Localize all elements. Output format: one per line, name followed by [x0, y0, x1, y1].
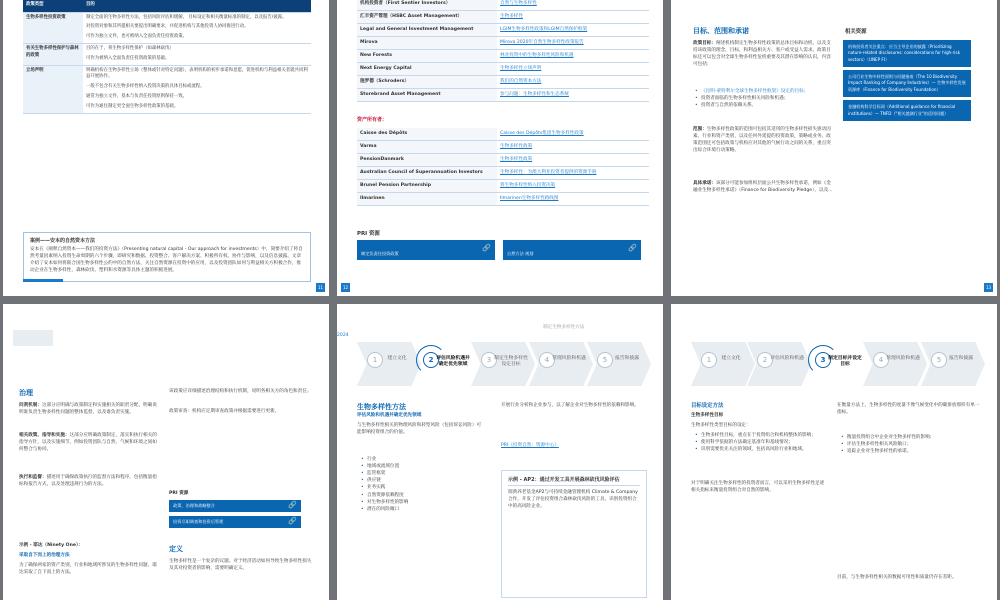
resource-link[interactable]: 我们的自然资本方法: [497, 75, 649, 88]
org-name: 施罗德（Schroders）: [357, 75, 497, 88]
org-name: Next Energy Capital: [357, 62, 497, 75]
process-flow: [671, 342, 997, 402]
paragraph-lead: 相关政策、指导和实施：: [19, 433, 70, 438]
org-name: New Forests: [357, 49, 497, 62]
page-number: 13: [985, 285, 992, 290]
purpose-paragraph: 可作为通往制定更全面生物多样性政策的基础。: [86, 103, 179, 109]
paragraph-text: 描述用于确保政策执行的监督方法和程序，包括衡量指标和报告方式，以及处理违规行为的方法。: [19, 475, 157, 488]
pri-link-due-diligence[interactable]: [169, 516, 301, 528]
document-page-3: [671, 0, 997, 296]
definition-text: 生物多样性是一个复杂的议题。对于经济活动如何导致生物多样性损失及其对投资者的影响，需要明确定义。: [169, 559, 312, 572]
related-resources-sidebar: [843, 28, 971, 124]
table-row: [357, 75, 649, 88]
asset-owner-table: [357, 128, 649, 206]
list-item: • 行业: [361, 456, 483, 463]
list-item: • 生物多样性目标，重点在于投资组合和机构整体的影响；: [695, 432, 827, 439]
flow-step[interactable]: 5 报告和披露: [921, 342, 985, 386]
case-study-text: 安本在《阐释自然资本——我们的投资方法》（Presenting natural capital - Our approach for investments）中，简要介绍了将自然考量因素纳入投资生命周期的六个步骤，即研究和数据、投资整合、客户解决方案、积极所有权、协作与影响，以及信息披露。文章介绍了安本如何将联合国生物多样性公约中的自然方法，关注自然资源在投资中的应用，以及投资团队如何与利益相关方积极合作，推动企业在生物多样性、森林砍伐、塑料和水资源等具体主题的积极进展。: [30, 247, 303, 274]
flow-step-decoration: [13, 330, 53, 346]
resource-link[interactable]: 生物多样性: [497, 10, 649, 23]
list-item: • 供应链: [361, 477, 483, 484]
table-row: [357, 36, 649, 49]
pri-link-policy[interactable]: [357, 240, 495, 260]
table-row: [23, 12, 311, 43]
investment-manager-table: [357, 0, 649, 102]
page-number: 12: [342, 285, 349, 290]
resource-link[interactable]: 生物多样性立场声明: [497, 62, 649, 75]
flow-step[interactable]: 1 建立文化: [691, 342, 755, 386]
table-row: [357, 128, 649, 140]
flow-step[interactable]: 4 管理风险和机遇: [863, 342, 927, 386]
example-title: 示例 - AP2：通过开发工具开展森林砍伐风险评估: [508, 476, 640, 486]
policy-purpose-cell: [83, 12, 311, 43]
purpose-paragraph: 通常为独立文件，基本与负责任投资原则保持一致。: [86, 94, 187, 100]
paragraph-text: 这部分应明确政策制定，落实和执行相关的指导方针，以及实施细节，例如投资团队与自然，气候和环境之间如何整合与协同。: [19, 433, 157, 453]
purpose-paragraph: 目的在于，将生物多样性保护（如森林砍伐）: [86, 45, 174, 51]
section-heading: 目标设定方法: [691, 403, 724, 409]
flow-step[interactable]: 1 建立文化: [357, 342, 421, 386]
paragraph-lead: 问责机制：: [19, 403, 42, 408]
commitment-paragraph: [693, 180, 833, 194]
example-text: 为了确保两家的资产类别，行业和地域所涉及的生物多样性问题，耶达采取了自下而上的方法。: [19, 563, 157, 576]
section-heading: 目标、范围和承诺: [693, 27, 749, 35]
resource-link[interactable]: 生物多样性政策: [497, 153, 649, 166]
policy-type-cell: 有关生物多样性保护与森林的政策: [23, 43, 83, 65]
factor-list: [361, 456, 483, 513]
purpose-paragraph: 制定全面的生物多样性方法，包括风险评估和缓解， 目标设定和相关衡量标准的制定，以及报告/披露。: [86, 14, 287, 20]
resource-link[interactable]: 林业投资中的生物多样性风险和机遇: [497, 49, 649, 62]
resource-link[interactable]: Mirova 2020年自然生物多样性政策报告: [497, 36, 649, 49]
resource-link[interactable]: 参与问题：生物多样性和生态系统: [497, 88, 649, 101]
table-row: [357, 23, 649, 36]
table-header-row: [23, 0, 311, 12]
scope-paragraph: [693, 126, 833, 154]
right-column-text: 政策审查：机构应定期审查政策并根据需要进行更新。: [169, 409, 280, 414]
objective-paragraph: [693, 40, 833, 68]
table-row: [357, 166, 649, 179]
resource-link[interactable]: 生物多样性政策: [497, 140, 649, 153]
paragraph-text: 生物多样性政策的范围可包括其适用的生物多样性损失驱动因素、行业和资产类别，以及任何外延提的投资政策，策略或业务。政策范围还可包括政策与机构应对其他的气候行动之间的关系，重点突出综合环境行动策略。: [693, 127, 831, 154]
list-item: • 识别需要优先关注的领域，包括高风险行业和地域。: [695, 446, 827, 453]
table-row: [357, 49, 649, 62]
footer-text: 目前，与生物多样性相关的数据可用性和质量仍存在差距。: [837, 575, 957, 580]
purpose-paragraph: 对投资对象和其所提相关要提出明确要求，并促进机构与其他投资人协同推进行动。: [86, 24, 249, 30]
list-item: • 地域或流域位置: [361, 463, 483, 470]
purpose-paragraph: 明确机构在生物多样性立场（整体或针对特定问题），表明机构的初步承诺和意愿，促进机构与利益相关者就共同利益开展协作。: [86, 67, 308, 80]
link-icon: 🔗: [628, 244, 637, 252]
document-page-2: [337, 0, 663, 296]
sidebar-title: 相关资源: [845, 29, 867, 35]
org-name: Ilmarinen: [357, 192, 497, 205]
measure-list: [841, 434, 981, 455]
section-text: 与生物多样性相关的物理风险和转型风险（包括诉讼风险）可能影响投资组合的价值。: [357, 423, 482, 436]
policy-type-cell: 生物多样性投资政策: [23, 12, 83, 43]
section-text: 生物多样性类型目标的设定：: [691, 423, 751, 428]
pri-link-nature[interactable]: [503, 240, 641, 260]
org-name: Caisse des Dépôts: [357, 128, 497, 140]
pri-resources-label: PRI 资源: [169, 491, 189, 496]
policy-purpose-cell: [83, 65, 311, 113]
list-item: • 使用科学依据的方法确定基准年和基线情况；: [695, 439, 827, 446]
link-box-label: 自然方法 规划: [507, 251, 534, 256]
link-icon: 🔗: [288, 501, 297, 509]
section-heading: 治理: [19, 389, 33, 397]
paragraph-text: 该部分可能参加组织层面公共生物多样性承诺，例如《金融业生物多样性承诺》（Finance for Biodiversity Pledge），以及...: [693, 181, 833, 194]
link-icon: 🔗: [288, 517, 297, 525]
flow-step-active[interactable]: 3 制定目标并设定目标: [805, 342, 869, 386]
example-box: [501, 470, 647, 598]
org-name: Storebrand Asset Management: [357, 88, 497, 101]
org-name: Australian Council of Superannuation Investors: [357, 166, 497, 179]
purpose-paragraph: 一般不包含有关生物多样性纳入投资决策的具体目标或流程。: [86, 84, 205, 90]
running-header: 制定生物多样性方法: [543, 325, 585, 330]
list-item: • 评估生物多样性相关风险敞口；: [841, 441, 981, 448]
org-name: Varma: [357, 140, 497, 153]
governance-paragraph: [19, 474, 159, 488]
paragraph-lead: 执行和监督：: [19, 475, 47, 480]
resource-link[interactable]: Ilmarinen生物多样性路线图: [497, 192, 649, 205]
resource-box[interactable]: 机构投资者关注重点：应当主导企业的披露（Prioritizing nature-related disclosures: considerations for high-risk sectors）（UNEP FI）: [843, 40, 971, 67]
list-item: • 业务实践: [361, 484, 483, 491]
resource-link[interactable]: 自然与生物多样性: [497, 0, 649, 10]
link-box-label: 政策、治理和战略整合: [173, 503, 215, 508]
asset-owner-label: 资产所有者：: [357, 117, 388, 123]
target-list: [695, 432, 827, 453]
list-item: • 衡量投资组合中企业对生物多样性的影响；: [841, 434, 981, 441]
pri-resource-link[interactable]: PRI《投资自然：资源中心》: [501, 443, 559, 448]
example-subtitle: 采取自下而上的治理方法: [19, 553, 70, 558]
process-flow: [337, 342, 663, 402]
org-name: Legal and General Investment Management: [357, 23, 497, 36]
page-number: 11: [317, 285, 324, 290]
section-heading: 生物多样性方法: [357, 403, 406, 411]
link-icon: 🔗: [482, 244, 491, 252]
flow-step[interactable]: 2 评估风险和机遇: [747, 342, 811, 386]
table-row: [23, 43, 311, 65]
definition-heading: 定义: [169, 545, 183, 553]
example-title: 示例 - 耶达（Ninety One）：: [19, 543, 83, 548]
case-study-box: [23, 232, 311, 282]
flow-step-active[interactable]: 2 评估风险机遇并确定优先领域: [413, 342, 477, 386]
org-name: 机构投资者（First Sentier Investors）: [357, 0, 497, 10]
year-label: 2024: [337, 333, 349, 338]
list-item[interactable]: • 《昆明-蒙特利尔全球生物多样性框架》设定的目标；: [695, 88, 833, 95]
table-row: [357, 0, 649, 10]
section-subheading: 生物多样性目标: [691, 413, 724, 418]
org-name: Brunel Pension Partnership: [357, 179, 497, 192]
org-name: Mirova: [357, 36, 497, 49]
table-row: [357, 153, 649, 166]
paragraph-lead: 政策目标：: [693, 41, 716, 46]
pri-link-governance[interactable]: [169, 500, 301, 512]
objective-list: [695, 88, 833, 109]
resource-box[interactable]: 公司行业生物多样性原则与问题指南（The 10 Biodiversity Impact Ranking of Company Industries）— 生物多样性发展资源库（Finance for Biodiversity Foundation）: [843, 70, 971, 97]
document-page-6: [671, 304, 997, 600]
resource-link[interactable]: 将生物多样性纳入投资决策: [497, 179, 649, 192]
document-page-5: [337, 304, 663, 600]
table-row: [23, 65, 311, 113]
case-accent-bar: [23, 279, 63, 282]
policy-type-cell: 立场声明: [23, 65, 83, 113]
resource-link[interactable]: 生物多样性：为澳大利亚投资者提供的资源手册: [497, 166, 649, 179]
link-box-label: 投资尽职调查和投资后管理: [173, 519, 224, 524]
table-row: [357, 88, 649, 101]
governance-paragraph: [19, 432, 159, 453]
table-row: [357, 192, 649, 205]
section-text: 对于明确关注生物多样性的投资者而言，可以采用生物多样性足迹相关指标来衡量投资组合对自然的影响。: [691, 481, 825, 494]
list-item: • 投资者面临的生物多样性相关风险和机遇；: [695, 95, 833, 102]
example-text: 瑞典养老基金AP2与可持续金融管理机构 Climate & Company 合作，开发了评估投资组合森林砍伐风险的工具，识别投资组合中的高风险企业。: [508, 490, 638, 510]
paragraph-lead: 范围：: [693, 127, 707, 132]
pri-resources-label: PRI 资源: [357, 231, 380, 237]
table-row: [357, 140, 649, 153]
governance-paragraph: [19, 402, 159, 416]
flow-step[interactable]: 3 制定生物多样性设定目标: [471, 342, 535, 386]
document-page-4: [3, 304, 329, 600]
case-study-title: 案例——安本的自然资本方法: [30, 238, 96, 244]
list-item: • 对生物多样性的影响: [361, 499, 483, 506]
policy-purpose-cell: [83, 43, 311, 65]
resource-box[interactable]: 金融机构科学目标网（Additional guidance for financial institutions）— TNFD（"相关越测行业"的适用问题）: [843, 100, 971, 121]
table-header-purpose: 目的: [83, 0, 311, 12]
right-column-text: 该政策应详细描述治理结构和执行机制，说明各相关方的角色和责任。: [169, 389, 312, 394]
purpose-paragraph: 可作为独立文件，也可被纳入全面负责任投资政策。: [86, 34, 187, 40]
section-subheading: 评估风险和机遇并确定优先领域: [357, 413, 422, 418]
right-column-text: 在衡量方法上，生物多样性的度量不像气候变化中的碳排放那样有单一指标。: [837, 403, 980, 416]
list-item: • 潜在的风险敞口: [361, 506, 483, 513]
org-name: 汇丰资产管理（HSBC Asset Management）: [357, 10, 497, 23]
list-item: • 投资者与自然的依赖关系。: [695, 102, 833, 109]
resource-link[interactable]: LGIM生物多样性政策和LGIM自然保护框架: [497, 23, 649, 36]
resource-link[interactable]: Caisse des Dépôts集团生物多样性政策: [497, 128, 649, 140]
table-row: [357, 10, 649, 23]
right-column-text: 开展行业分析和企业参与，以了解企业对生物多样性的依赖和影响。: [501, 403, 639, 408]
link-box-label: 制定负责任投资政策: [361, 251, 399, 256]
flow-step[interactable]: 4 管理风险和机遇: [529, 342, 593, 386]
document-page-1: [3, 0, 329, 296]
paragraph-lead: 具体承诺：: [693, 181, 716, 186]
table-row: [357, 179, 649, 192]
list-item: • 自然资源依赖程度: [361, 492, 483, 499]
table-row: [357, 62, 649, 75]
list-item: • 追踪企业对生物多样性的承诺。: [841, 448, 981, 455]
list-item: • 监管框架: [361, 470, 483, 477]
flow-step[interactable]: 5 报告和披露: [587, 342, 651, 386]
paragraph-text: 阐述机构制定生物多样性政策的总体目标和动机，以及支持该政策的理念，目标，和利益相关方、客户或受益人需求。政策目标还可以包含对全球生物多样性危机重要及其潜在影响的认识，内容可包括：: [693, 41, 831, 68]
org-name: PensionDanmark: [357, 153, 497, 166]
policy-types-table: [23, 0, 311, 114]
paragraph-text: 这部分应明确与政策制定和实施相关的职责分配，明确说明谁负责生物多样性问题的整体监督，以及谁负责实施。: [19, 403, 157, 416]
purpose-paragraph: 可作为被纳入全面负责任投资政策的基础。: [86, 55, 170, 61]
table-header-type: 政策类型: [23, 0, 83, 12]
